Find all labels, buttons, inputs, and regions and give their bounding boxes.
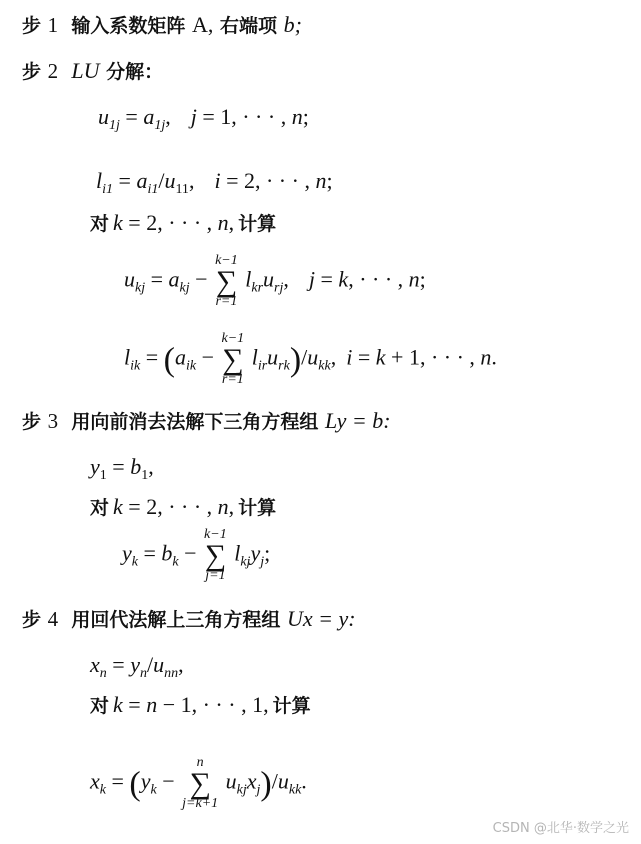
rhs-symbol: b; — [283, 12, 302, 37]
formula-u1j: $u_{1j} = a_{1j}$, j = 1, · · · , n; — [98, 104, 309, 133]
step-3-text: 用向前消去法解下三角方程组 — [71, 411, 319, 433]
formula-xk: $x_k = (y_k$ − n ∑ j=k+1 $u_{kj}x_j)/u_{kk}$. — [90, 755, 307, 811]
equation-ux-y: Ux = y: — [287, 606, 356, 631]
sum-symbol: k−1 ∑ r=1 — [215, 253, 238, 309]
step-number: 1 — [47, 13, 59, 37]
step-label: 步 — [22, 609, 42, 631]
for-k-line: 对 k = 2, · · · , n, 计算 — [90, 210, 277, 235]
step-1-text: 输入系数矩阵 — [71, 15, 186, 37]
formula-yk: $y_k = b_k$ − k−1 ∑ j=1 $l_{kj}y_j$; — [122, 527, 271, 583]
lu-symbol: LU — [71, 58, 100, 83]
step-number: 2 — [47, 59, 59, 83]
step-3-heading — [22, 410, 391, 432]
formula-ukj: $u_{kj} = a_{kj}$ − k−1 ∑ r=1 $l_{kr}u_{rj}$, j = k, · · · , n; — [124, 253, 426, 309]
formula-li1: $l_{i1} = a_{i1}/u_{11}$, i = 2, · · · , n; — [96, 168, 333, 197]
step-1-heading — [22, 14, 302, 36]
step-4-heading — [22, 608, 356, 630]
for-text: 对 — [90, 695, 110, 717]
step-number: 4 — [47, 607, 59, 631]
compute-text: 计算 — [272, 695, 311, 717]
matrix-symbol: A, — [192, 12, 214, 37]
sum-symbol: k−1 ∑ j=1 — [204, 527, 227, 583]
step-label: 步 — [22, 411, 42, 433]
formula-y1: $y_1 = b_1$, — [90, 454, 154, 483]
sum-symbol: k−1 ∑ r=1 — [221, 331, 245, 387]
for-k-line-3: 对 k = n − 1, · · · , 1, 计算 — [90, 692, 311, 717]
for-text: 对 — [90, 213, 110, 235]
watermark: CSDN @北华·数学之光 — [492, 821, 629, 836]
step-2-text: 分解： — [106, 61, 164, 83]
formula-lik: $l_{ik} = (a_{ik}$ − k−1 ∑ r=1 $l_{ir}u_{rk})/u_{kk}$, i = k + 1, · · · , n. — [124, 331, 497, 387]
compute-text: 计算 — [238, 213, 277, 235]
step-number: 3 — [47, 409, 59, 433]
step-label: 步 — [22, 15, 42, 37]
sum-symbol: n ∑ j=k+1 — [182, 755, 219, 811]
step-1-text-rhs: 右端项 — [220, 15, 278, 37]
compute-text: 计算 — [238, 497, 277, 519]
step-2-heading — [22, 60, 163, 82]
equation-ly-b: Ly = b: — [325, 408, 391, 433]
step-4-text: 用回代法解上三角方程组 — [71, 609, 281, 631]
for-k-line-2: 对 k = 2, · · · , n, 计算 — [90, 494, 277, 519]
step-label: 步 — [22, 61, 42, 83]
for-text: 对 — [90, 497, 110, 519]
formula-xn: $x_n = y_n/u_{nn}$, — [90, 652, 184, 681]
